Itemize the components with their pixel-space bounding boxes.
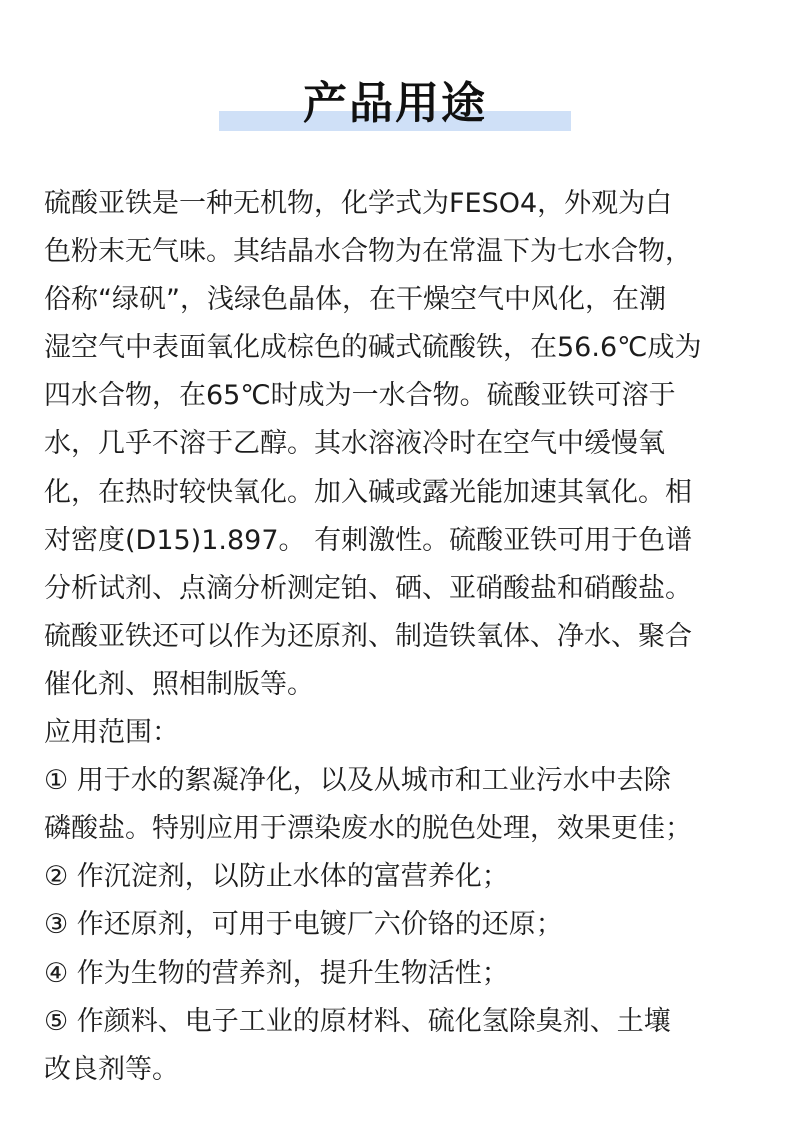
text-line: 对密度(D15)1.897。 有刺激性。硫酸亚铁可用于色谱 [44,524,693,556]
application-item: ④ 作为生物的营养剂，提升生物活性； [44,957,509,989]
application-item: ① 用于水的絮凝净化，以及从城市和工业污水中去除 [44,765,671,797]
application-item: ⑤ 作颜料、电子工业的原材料、硫化氢除臭剂、土壤 [44,1005,671,1037]
application-item-continued: 改良剂等。 [44,1053,179,1085]
text-line: 俗称“绿矾”，浅绿色晶体，在干燥空气中风化，在潮 [44,284,666,316]
application-item: ③ 作还原剂，可用于电镀厂六价铬的还原； [44,909,563,941]
text-line: 湿空气中表面氧化成棕色的碱式硫酸铁，在56.6℃成为 [44,332,702,364]
text-line: 分析试剂、点滴分析测定铂、硒、亚硝酸盐和硝酸盐。 [44,572,692,604]
page-title: 产品用途 [303,78,487,129]
application-item-continued: 磷酸盐。特别应用于漂染废水的脱色处理，效果更佳； [44,813,692,845]
description-body [44,180,774,1094]
section-heading-applications: 应用范围： [44,717,179,749]
text-line: 水，几乎不溶于乙醇。其水溶液冷时在空气中缓慢氧 [44,428,665,460]
text-line: 硫酸亚铁是一种无机物，化学式为FESO4，外观为白 [44,188,673,219]
title-block [0,72,790,142]
application-item: ② 作沉淀剂，以防止水体的富营养化； [44,861,509,893]
text-line: 化，在热时较快氧化。加入碱或露光能加速其氧化。相 [44,476,692,508]
text-line: 四水合物，在65℃时成为一水合物。硫酸亚铁可溶于 [44,380,676,412]
text-line: 催化剂、照相制版等。 [44,668,314,700]
text-line: 硫酸亚铁还可以作为还原剂、制造铁氧体、净水、聚合 [44,620,692,652]
text-line: 色粉末无气味。其结晶水合物为在常温下为七水合物， [44,236,692,268]
